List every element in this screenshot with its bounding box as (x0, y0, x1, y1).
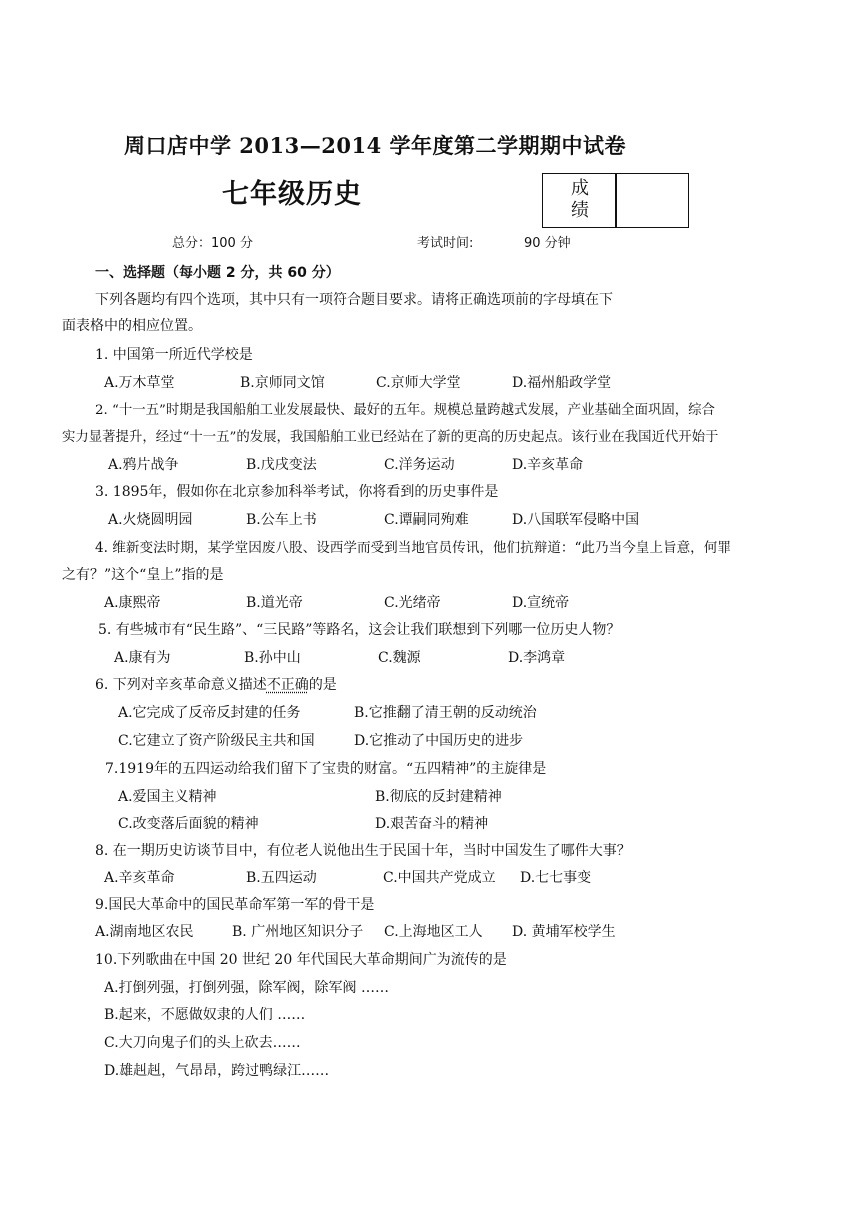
q9-option-a: A.湖南地区农民 (95, 924, 194, 940)
question-4-stem-line-2: 之有？”这个“皇上”指的是 (62, 567, 224, 583)
q7-option-b: B.彻底的反封建精神 (375, 789, 502, 805)
q4-option-a: A.康熙帝 (104, 595, 161, 611)
q3-option-b: B.公车上书 (246, 512, 317, 528)
question-4-stem-line-1: 4. 维新变法时期，某学堂因废八股、设西学而受到当地官员传讯，他们抗辩道：“此乃当今皇上旨意，何罪 (95, 540, 731, 556)
question-2-stem-line-1: 2. “十一五”时期是我国船舶工业发展最快、最好的五年。规模总量跨越式发展，产业基础全面巩固，综合 (95, 403, 715, 418)
q9-option-c: C.上海地区工人 (384, 924, 483, 940)
q7-option-d: D.艰苦奋斗的精神 (375, 816, 489, 832)
score-box (542, 173, 689, 228)
question-6-stem-post: 的是 (308, 677, 337, 693)
q10-option-c: C.大刀向鬼子们的头上砍去…… (104, 1035, 301, 1051)
question-6-stem-pre: 6. 下列对辛亥革命意义描述 (95, 677, 267, 693)
question-6-emphasis: 不正确 (266, 677, 309, 693)
q2-option-b: B.戊戌变法 (246, 457, 317, 473)
instructions-line-2: 面表格中的相应位置。 (62, 318, 202, 334)
q5-option-b: B.孙中山 (244, 650, 301, 666)
instructions-line-1: 下列各题均有四个选项，其中只有一项符合题目要求。请将正确选项前的字母填在下 (95, 292, 613, 308)
q1-option-d: D.福州船政学堂 (512, 375, 612, 391)
score-box-divider (615, 174, 617, 227)
question-5-stem: 5. 有些城市有“民生路”、“三民路”等路名，这会让我们联想到下列哪一位历史人物？ (98, 622, 621, 638)
q8-option-b: B.五四运动 (246, 870, 317, 886)
q2-option-a: A.鸦片战争 (108, 457, 179, 473)
q6-option-c: C.它建立了资产阶级民主共和国 (118, 733, 315, 749)
q4-option-c: C.光绪帝 (384, 595, 441, 611)
q5-option-a: A.康有为 (114, 650, 171, 666)
q6-option-d: D.它推动了中国历史的进步 (354, 733, 524, 749)
exam-time-label: 考试时间: (417, 236, 474, 251)
q1-option-b: B.京师同文馆 (240, 375, 325, 391)
question-10-stem: 10.下列歌曲在中国 20 世纪 20 年代国民大革命期间广为流传的是 (95, 952, 507, 968)
q3-option-a: A.火烧圆明园 (108, 512, 193, 528)
q10-option-a: A.打倒列强，打倒列强，除军阀，除军阀 …… (104, 980, 390, 996)
q6-option-a: A.它完成了反帝反封建的任务 (118, 705, 301, 721)
q7-option-c: C.改变落后面貌的精神 (118, 816, 259, 832)
q5-option-d: D.李鸿章 (508, 650, 566, 666)
total-score: 总分：100 分 (172, 236, 253, 251)
q6-option-b: B.它推翻了清王朝的反动统治 (354, 705, 537, 721)
section-heading: 一、选择题（每小题 2 分，共 60 分） (95, 265, 340, 281)
q7-option-a: A.爱国主义精神 (118, 789, 217, 805)
question-3-stem: 3. 1895年，假如你在北京参加科举考试，你将看到的历史事件是 (95, 484, 499, 500)
q10-option-d: D.雄赳赳，气昂昂，跨过鸭绿江…… (104, 1063, 330, 1079)
q2-option-d: D.辛亥革命 (512, 457, 584, 473)
q10-option-b: B.起来，不愿做奴隶的人们 …… (104, 1007, 306, 1023)
question-9-stem: 9.国民大革命中的国民革命军第一军的骨干是 (95, 897, 375, 913)
exam-title: 周口店中学 2013—2014 学年度第二学期期中试卷 (124, 133, 627, 158)
subject-title: 七年级历史 (222, 179, 362, 210)
q1-option-c: C.京师大学堂 (376, 375, 461, 391)
exam-time-value: 90 分钟 (524, 236, 571, 251)
q3-option-d: D.八国联军侵略中国 (512, 512, 640, 528)
q8-option-d: D.七七事变 (520, 870, 592, 886)
q3-option-c: C.谭嗣同殉难 (384, 512, 469, 528)
question-1-stem: 1. 中国第一所近代学校是 (95, 347, 253, 363)
question-6-stem (95, 675, 337, 695)
q8-option-c: C.中国共产党成立 (383, 870, 496, 886)
q1-option-a: A.万木草堂 (104, 375, 175, 391)
q5-option-c: C.魏源 (378, 650, 421, 666)
q4-option-d: D.宣统帝 (512, 595, 570, 611)
q2-option-c: C.洋务运动 (384, 457, 455, 473)
q9-option-d: D. 黄埔军校学生 (512, 924, 616, 940)
question-7-stem: 7.1919年的五四运动给我们留下了宝贵的财富。“五四精神”的主旋律是 (105, 761, 547, 777)
q9-option-b: B. 广州地区知识分子 (232, 924, 364, 940)
question-2-stem-line-2: 实力显著提升，经过“十一五”的发展，我国船舶工业已经站在了新的更高的历史起点。该行业在我国近代开始于 (62, 430, 719, 445)
question-8-stem: 8. 在一期历史访谈节目中，有位老人说他出生于民国十年，当时中国发生了哪件大事？ (95, 843, 631, 859)
q4-option-b: B.道光帝 (246, 595, 303, 611)
score-label: 成绩 (571, 178, 589, 221)
q8-option-a: A.辛亥革命 (104, 870, 175, 886)
